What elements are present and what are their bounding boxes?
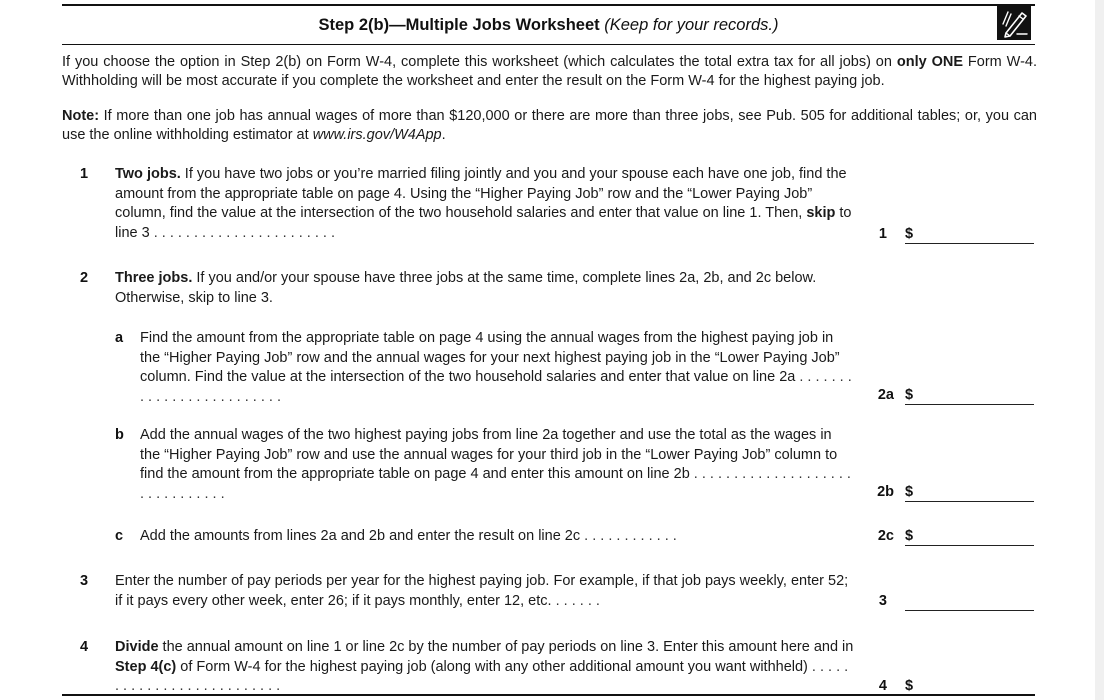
line-number: 1 [80,166,89,182]
dollar-sign: $ [905,484,914,500]
line-2c-text: Add the amounts from lines 2a and 2b and enter the result on line 2c . . . . . . . . . . . . [140,528,677,544]
dollar-sign: $ [905,528,914,544]
note-paragraph: Note: If more than one job has annual wages of more than $120,000 or there are more than three jobs, see Pub. 505 for additional tables; or, you can use the online withholding estimator at www.irs.gov/W4App. [62,108,1037,143]
line-2a-label: 2a [877,387,894,403]
line-4-label: 4 [878,678,887,694]
line-4-text: Divide the annual amount on line 1 or line 2c by the number of pay periods on line 3. Enter this amount here and in Step 4(c) of Form W-4 for the highest paying job (along with any other additional amount you want withheld) . . . . . . . . . . . . . . . . . . . . . . . . . . [115,639,854,694]
line-number: 2 [80,270,89,286]
dollar-sign: $ [905,678,914,694]
line-2-text: Three jobs. If you and/or your spouse have three jobs at the same time, complete lines 2a, 2b, and 2c below. Otherwise, skip to line 3. [115,270,817,306]
intro-paragraph: If you choose the option in Step 2(b) on Form W-4, complete this worksheet (which calculates the total extra tax for all jobs) on only ONE Form W-4. Withholding will be most accurate if you complete the worksheet and enter the result on the Form W-4 for the highest paying job. [62,54,1037,89]
scrollbar-track[interactable] [1095,0,1104,700]
line-letter: a [115,330,124,346]
title-rule [62,44,1035,45]
line-2b-input[interactable] [905,481,1034,502]
line-number: 3 [80,573,89,589]
line-3-text: Enter the number of pay periods per year for the highest paying job. For example, if that job pays weekly, enter 52; if it pays every other week, enter 26; if it pays monthly, enter 12, etc. . . . . . . [115,573,849,609]
line-2c-label: 2c [877,528,894,544]
line-letter: b [115,427,124,443]
line-2a-text: Find the amount from the appropriate table on page 4 using the annual wages from the highest paying job in the “Higher Paying Job” row and the annual wages for your next highest paying job in the “Lower Paying Job” column. Find the value at the intersection of the two household salaries and enter that value on line 2a . . . . . . . . . . . . . . . . . . . . . . . . . [140,330,852,405]
dollar-sign: $ [905,387,914,403]
line-2c-input[interactable] [905,525,1034,546]
line-2b-text: Add the annual wages of the two highest paying jobs from line 2a together and use the total as the wages in the “Higher Paying Job” row and use the annual wages for your third job in the “Lower Paying Job” column to find the amount from the appropriate table on page 4 and enter this amount on line 2b . . . . . . . . . . . . . . . . . . . . . . . . . . . . . . . [140,427,851,502]
title-text: Step 2(b)—Multiple Jobs Worksheet [318,16,600,34]
pencil-icon [997,6,1031,40]
bottom-rule [62,694,1035,696]
line-2b-label: 2b [877,484,894,500]
estimator-link[interactable]: www.irs.gov/W4App [312,127,442,143]
line-1-label: 1 [878,226,887,242]
worksheet-header [62,8,1035,44]
line-1-text: Two jobs. If you have two jobs or you’re married filing jointly and you and your spouse each have one job, find the amount from the appropriate table on page 4. Using the “Higher Paying Job” row and the “Lower Paying Job” column, find the value at the intersection of the two household salaries and enter that value on line 1. Then, skip to line 3 . . . . . . . . . . . . . . . . . . . . . . . [115,166,852,241]
line-letter: c [115,528,124,544]
line-3-input[interactable] [905,590,1034,611]
note-label: Note: [62,108,100,124]
line-2a-input[interactable] [905,384,1034,405]
title-note: (Keep for your records.) [604,16,779,34]
top-rule [62,4,1035,6]
line-3-label: 3 [878,593,887,609]
line-number: 4 [80,639,89,655]
line-4-input[interactable] [905,675,1034,696]
page-title [62,16,1035,35]
line-1-input[interactable] [905,223,1034,244]
dollar-sign: $ [905,226,914,242]
